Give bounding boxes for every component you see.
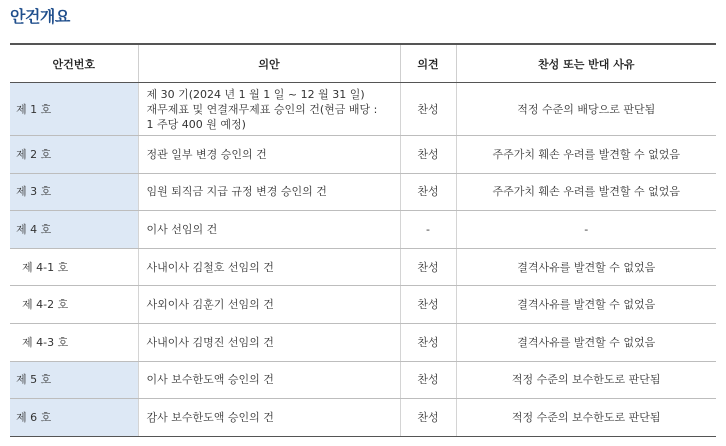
- agenda-title: 정관 일부 변경 승인의 건: [138, 136, 400, 174]
- agenda-title: 이사 선임의 건: [138, 211, 400, 249]
- header-agenda-number: 안건번호: [10, 44, 138, 83]
- reason: -: [456, 211, 716, 249]
- agenda-title: 사내이사 김명진 선임의 건: [138, 323, 400, 361]
- opinion: 찬성: [400, 83, 456, 136]
- agenda-number: 제 1 호: [10, 83, 138, 136]
- reason: 주주가치 훼손 우려를 발견할 수 없었음: [456, 173, 716, 211]
- agenda-number: 제 2 호: [10, 136, 138, 174]
- agenda-number: 제 5 호: [10, 361, 138, 399]
- agenda-title: 사외이사 김훈기 선임의 건: [138, 286, 400, 324]
- agenda-number: 제 4-1 호: [10, 248, 138, 286]
- agenda-number: 제 4 호: [10, 211, 138, 249]
- agenda-table: [10, 43, 716, 437]
- agenda-line: 재무제표 및 연결재무제표 승인의 건(현금 배당 :: [146, 102, 378, 116]
- reason: 적정 수준의 배당으로 판단됨: [456, 83, 716, 136]
- table-row: [10, 83, 716, 136]
- opinion: 찬성: [400, 286, 456, 324]
- table-row: [10, 211, 716, 249]
- header-reason: 찬성 또는 반대 사유: [456, 44, 716, 83]
- table-row: [10, 286, 716, 324]
- header-opinion: 의견: [400, 44, 456, 83]
- table-row: [10, 248, 716, 286]
- table-row: [10, 173, 716, 211]
- page-title: 안건개요: [10, 7, 70, 26]
- agenda-number: 제 4-2 호: [10, 286, 138, 324]
- table-header-row: [10, 44, 716, 83]
- table-row: [10, 361, 716, 399]
- agenda-title: 임원 퇴직금 지급 규정 변경 승인의 건: [138, 173, 400, 211]
- opinion: 찬성: [400, 399, 456, 437]
- reason: 적정 수준의 보수한도로 판단됨: [456, 361, 716, 399]
- reason: 결격사유를 발견할 수 없었음: [456, 286, 716, 324]
- agenda-title: 감사 보수한도액 승인의 건: [138, 399, 400, 437]
- table-row: [10, 399, 716, 437]
- opinion: -: [400, 211, 456, 249]
- agenda-line: 제 30 기(2024 년 1 월 1 일 ~ 12 월 31 일): [146, 87, 365, 101]
- reason: 적정 수준의 보수한도로 판단됨: [456, 399, 716, 437]
- opinion: 찬성: [400, 361, 456, 399]
- agenda-number: 제 3 호: [10, 173, 138, 211]
- opinion: 찬성: [400, 173, 456, 211]
- agenda-title: [138, 83, 400, 136]
- reason: 결격사유를 발견할 수 없었음: [456, 248, 716, 286]
- opinion: 찬성: [400, 323, 456, 361]
- header-agenda: 의안: [138, 44, 400, 83]
- reason: 결격사유를 발견할 수 없었음: [456, 323, 716, 361]
- agenda-title: 사내이사 김철호 선임의 건: [138, 248, 400, 286]
- table-row: [10, 323, 716, 361]
- reason: 주주가치 훼손 우려를 발견할 수 없었음: [456, 136, 716, 174]
- table-row: [10, 136, 716, 174]
- agenda-number: 제 6 호: [10, 399, 138, 437]
- opinion: 찬성: [400, 248, 456, 286]
- agenda-number: 제 4-3 호: [10, 323, 138, 361]
- agenda-line: 1 주당 400 원 예정): [146, 117, 246, 131]
- agenda-title: 이사 보수한도액 승인의 건: [138, 361, 400, 399]
- opinion: 찬성: [400, 136, 456, 174]
